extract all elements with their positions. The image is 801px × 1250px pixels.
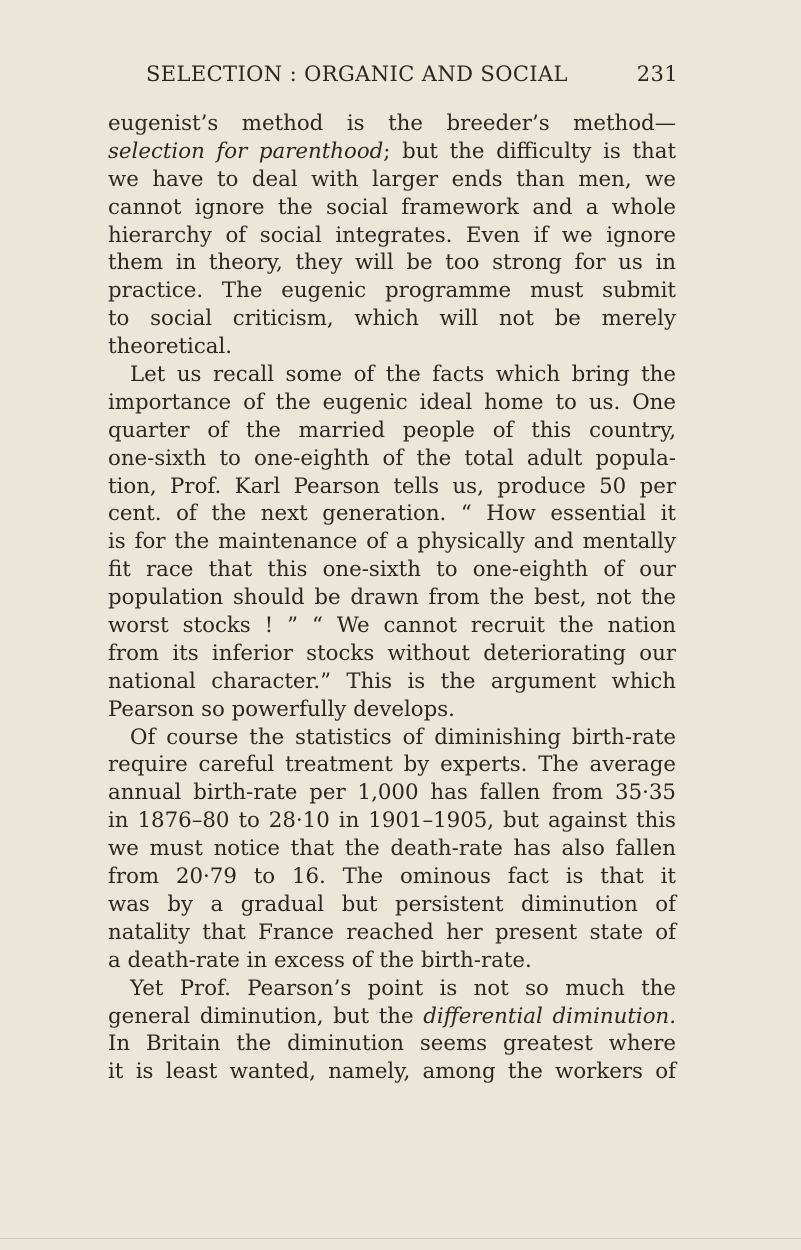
text-line: Let us recall some of the facts which bring the [130,362,676,388]
text-line: we must notice that the death-rate has also fallen [108,836,676,862]
text-line: worst stocks ! ” “ We cannot recruit the nation [108,613,676,639]
page-number: 231 [636,62,678,86]
text-line: require careful treatment by experts. The average [108,752,676,778]
text-line: In Britain the diminution seems greatest where [108,1031,676,1057]
text-line: cannot ignore the social framework and a whole [108,194,676,220]
text-line: hierarchy of social integrates. Even if we ignore [108,222,676,248]
paragraph-1 [108,110,676,361]
text-line: to social criticism, which will not be merely [108,306,676,332]
text-line: a death-rate in excess of the birth-rate. [108,947,532,973]
text-line: natality that France reached her present state of [108,919,676,945]
body-text [108,110,676,1086]
paragraph-4 [108,975,676,1087]
text-fragment: general diminution, but the [108,1003,424,1029]
text-line: Of course the statistics of diminishing birth-rate [130,724,676,750]
text-line: national character.” This is the argument which [108,668,676,694]
text-line: annual birth-rate per 1,000 has fallen from 35·35 [108,780,676,806]
text-line: Pearson so powerfully develops. [108,696,455,722]
paragraph-2 [108,361,676,724]
text-line [108,1003,676,1031]
text-line: in 1876–80 to 28·10 in 1901–1905, but against this [108,808,676,834]
text-line: from 20·79 to 16. The ominous fact is that it [108,864,676,890]
text-line: we have to deal with larger ends than men, we [108,166,676,192]
running-head [108,62,698,98]
text-line: was by a gradual but persistent diminution of [108,891,676,917]
text-line: practice. The eugenic programme must submit [108,278,676,304]
text-line [108,138,676,166]
italic-phrase: selection for parenthood [108,138,384,164]
text-line: population should be drawn from the best, not the [108,585,676,611]
text-line: from its inferior stocks without deteriorating our [108,640,676,666]
text-fragment: ; but the difficulty is that [383,138,676,164]
text-line: fit race that this one-sixth to one-eighth of our [108,557,676,583]
text-line: them in theory, they will be too strong for us in [108,250,676,276]
text-line: theoretical. [108,334,233,360]
text-line: it is least wanted, namely, among the workers of [108,1059,676,1085]
text-line: eugenist’s method is the breeder’s method— [108,111,676,136]
scan-edge-line [0,1238,801,1239]
running-title: SELECTION : ORGANIC AND SOCIAL [146,62,568,86]
text-line: is for the maintenance of a physically and mentally [108,529,676,555]
text-line: quarter of the married people of this country, [108,417,676,443]
italic-phrase: differential diminution. [423,1003,677,1029]
text-line: one-sixth to one-eighth of the total adult popula- [108,445,676,471]
paragraph-3 [108,724,676,975]
text-line: tion, Prof. Karl Pearson tells us, produce 50 per [108,473,676,499]
text-line: Yet Prof. Pearson’s point is not so much the [130,975,676,1001]
text-line: cent. of the next generation. “ How essential it [108,501,676,527]
text-line: importance of the eugenic ideal home to us. One [108,389,676,415]
